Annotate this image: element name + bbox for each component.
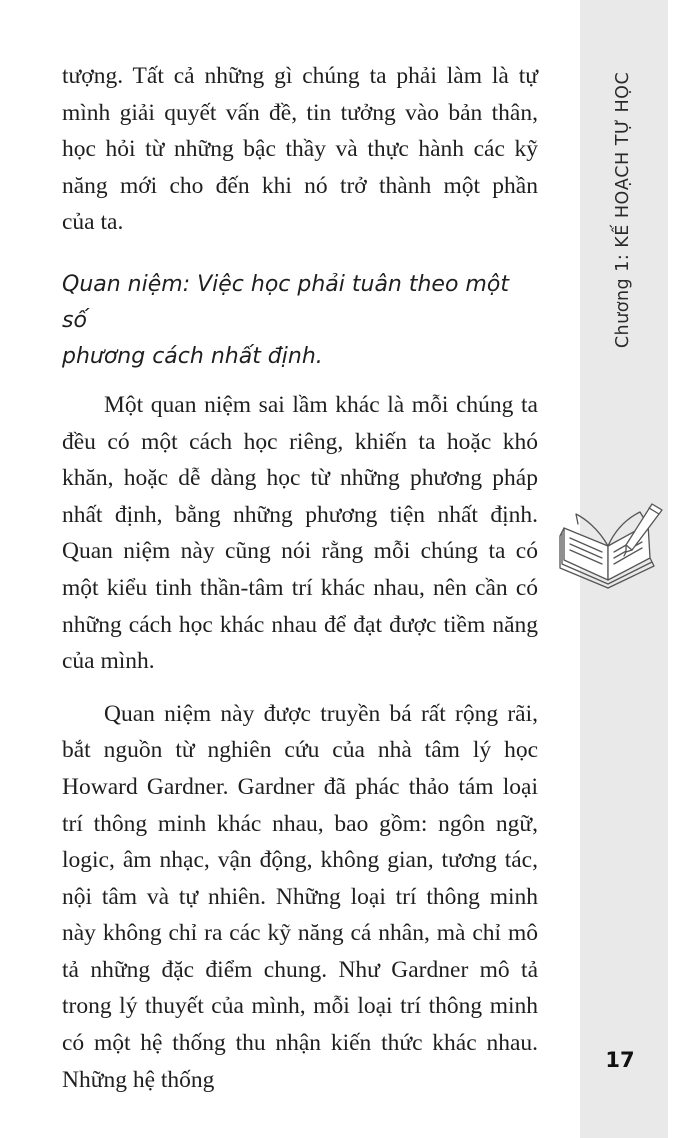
chapter-label: Chương 1: KẾ HOẠCH TỰ HỌC [613,71,633,349]
main-text-column [62,58,538,1098]
text-line: năng mới cho đến khi nó trở thành một phần [62,172,538,199]
text-line: tượng. Tất cả những gì chúng ta phải làm là tự [62,63,538,89]
section-heading [62,267,538,375]
paragraph-gardner: Quan niệm này được truyền bá rất rộng rãi, bắt nguồn từ nghiên cứu của nhà tâm lý học Howard Gardner. Gardner đã phác thảo tám loại trí thông minh khác nhau, bao gồm: ngôn ngữ, logic, âm nhạc, vận động, không gian, tương tác, nội tâm và tự nhiên. Những loại trí thông minh này không chỉ ra các kỹ năng cá nhân, mà chỉ mô tả những đặc điểm chung. Như Gardner mô tả trong lý thuyết của mình, mỗi loại trí thông minh có một hệ thống thu nhận kiến thức khác nhau. Những hệ thống [62,700,538,1093]
text-line: của ta. [62,209,124,236]
heading-line: phương cách nhất định. [62,343,323,369]
paragraph-continuation [62,58,538,241]
paragraph-misconception: Một quan niệm sai lầm khác là mỗi chúng ta đều có một cách học riêng, khiến ta hoặc khó khăn, hoặc dễ dàng học từ những phương pháp nhất định, bằng những phương tiện nhất định. Quan niệm này cũng nói rằng mỗi chúng ta có một kiểu tinh thần-tâm trí khác nhau, nên cần có những cách học khác nhau để đạt được tiềm năng của mình. [62,391,538,675]
open-book-with-pencil-icon [556,498,676,590]
text-line: học hỏi từ những bậc thầy và thực hành các kỹ [62,136,538,163]
page-number: 17 [605,1048,635,1072]
text-line: mình giải quyết vấn đề, tin tưởng vào bản thân, [62,99,538,126]
heading-line: Quan niệm: Việc học phải tuân theo một số [62,271,509,333]
